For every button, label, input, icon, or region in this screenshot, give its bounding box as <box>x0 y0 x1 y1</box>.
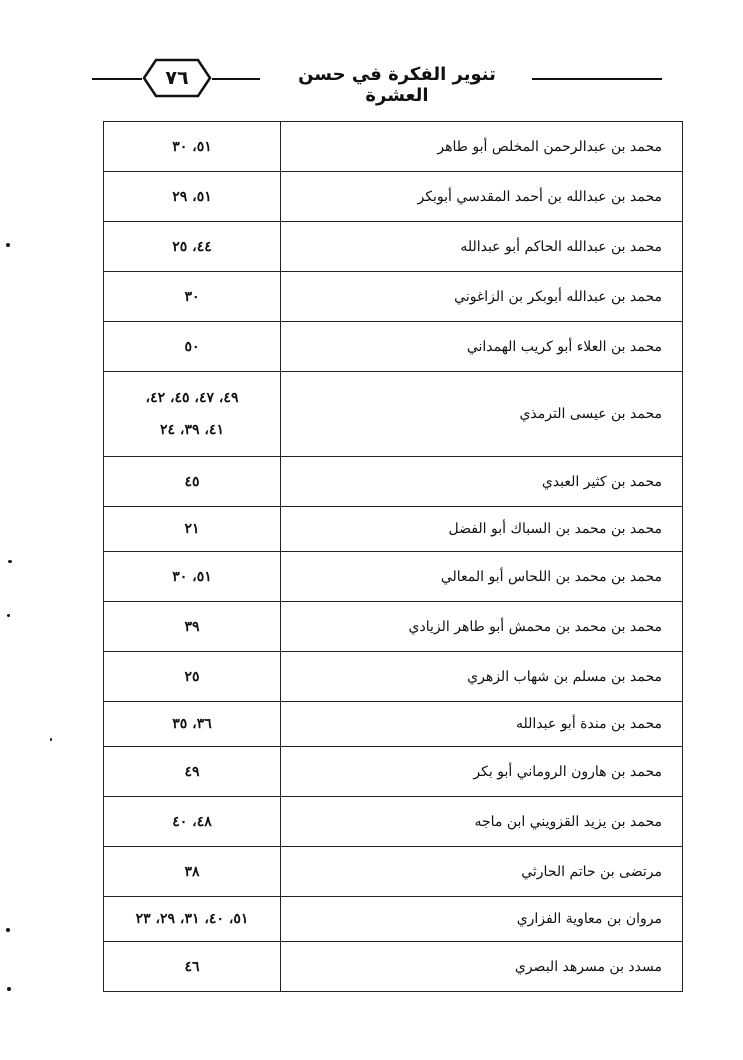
page-reference-line: ٤٨، ٤٠ <box>172 813 212 830</box>
table-body <box>104 122 683 992</box>
table-row <box>104 747 683 797</box>
table-row <box>104 797 683 847</box>
page-reference-line: ٤١، ٣٩، ٢٤ <box>160 422 224 438</box>
page-number: ٧٦ <box>165 67 189 89</box>
table-row <box>104 552 683 602</box>
page-references <box>104 372 281 457</box>
narrator-name: محمد بن هارون الروماني أبو بكر <box>281 747 683 797</box>
header-rule-right <box>532 78 662 80</box>
table-row <box>104 942 683 992</box>
page-references <box>104 797 281 847</box>
page-reference-line: ٢١ <box>184 521 200 537</box>
scan-speck <box>8 560 12 563</box>
narrator-name: محمد بن يزيد القزويني ابن ماجه <box>281 797 683 847</box>
narrator-name: محمد بن عبدالرحمن المخلص أبو طاهر <box>281 122 683 172</box>
page-reference-line: ٤٦ <box>184 958 200 975</box>
page-references <box>104 322 281 372</box>
table-row <box>104 602 683 652</box>
page-reference-line: ٣٠ <box>184 288 200 305</box>
narrator-name: مرتضى بن حاتم الحارثي <box>281 847 683 897</box>
narrators-index-table <box>103 121 683 992</box>
narrator-name: محمد بن محمد بن محمش أبو طاهر الزيادي <box>281 602 683 652</box>
narrator-name: مسدد بن مسرهد البصري <box>281 942 683 992</box>
page-reference-line: ٤٩ <box>184 763 200 780</box>
page-reference-line: ٥١، ٢٩ <box>172 188 212 205</box>
page-reference-line: ٣٩ <box>184 618 200 635</box>
page-references <box>104 122 281 172</box>
page-reference-line: ٥١، ٣٠ <box>172 568 212 585</box>
narrator-name: محمد بن كثير العبدي <box>281 457 683 507</box>
narrator-name: محمد بن محمد بن اللحاس أبو المعالي <box>281 552 683 602</box>
page-number-badge <box>142 58 212 98</box>
page-references <box>104 602 281 652</box>
table-row <box>104 507 683 552</box>
scan-speck <box>6 928 10 932</box>
scan-speck <box>7 987 11 991</box>
table-row <box>104 702 683 747</box>
narrator-name: محمد بن عيسى الترمذي <box>281 372 683 457</box>
table-row <box>104 372 683 457</box>
page-references <box>104 507 281 552</box>
header-rule-left <box>92 78 142 80</box>
narrator-name: محمد بن عبدالله أبوبكر بن الزاغوني <box>281 272 683 322</box>
page-reference-line: ٥٠ <box>184 338 200 355</box>
page-references <box>104 222 281 272</box>
table-row <box>104 172 683 222</box>
table-row <box>104 847 683 897</box>
page-references <box>104 897 281 942</box>
page-references <box>104 702 281 747</box>
page-references <box>104 272 281 322</box>
page-references <box>104 457 281 507</box>
page-reference-line: ٤٤، ٢٥ <box>172 238 212 255</box>
page-references <box>104 552 281 602</box>
table-row <box>104 272 683 322</box>
scan-speck <box>7 614 10 617</box>
page-references <box>104 747 281 797</box>
running-header <box>92 58 662 106</box>
page-reference-line: ٣٦، ٣٥ <box>172 716 212 732</box>
narrator-name: محمد بن عبدالله الحاكم أبو عبدالله <box>281 222 683 272</box>
page-reference-line: ٥١، ٤٠، ٣١، ٢٩، ٢٣ <box>135 911 249 927</box>
header-rule-middle <box>212 78 260 80</box>
table-row <box>104 222 683 272</box>
narrator-name: محمد بن محمد بن السباك أبو الفضل <box>281 507 683 552</box>
table-row <box>104 122 683 172</box>
page-reference-line: ٥١، ٣٠ <box>172 138 212 155</box>
table-row <box>104 897 683 942</box>
page-references <box>104 652 281 702</box>
running-title: تنوير الفكرة في حسن العشرة <box>298 64 496 106</box>
scan-speck <box>50 738 52 741</box>
narrator-name: مروان بن معاوية الفزاري <box>281 897 683 942</box>
narrator-name: محمد بن مسلم بن شهاب الزهري <box>281 652 683 702</box>
narrator-name: محمد بن مندة أبو عبدالله <box>281 702 683 747</box>
table-row <box>104 652 683 702</box>
table-row <box>104 322 683 372</box>
page-reference-line: ٣٨ <box>184 863 200 880</box>
narrator-name: محمد بن عبدالله بن أحمد المقدسي أبوبكر <box>281 172 683 222</box>
page-reference-line: ٢٥ <box>184 668 200 685</box>
page-references <box>104 172 281 222</box>
page-references <box>104 847 281 897</box>
page-reference-line: ٤٩، ٤٧، ٤٥، ٤٢، <box>145 390 239 406</box>
narrator-name: محمد بن العلاء أبو كريب الهمداني <box>281 322 683 372</box>
scan-speck <box>6 243 10 247</box>
page-reference-line: ٤٥ <box>184 473 200 490</box>
table-row <box>104 457 683 507</box>
page-references <box>104 942 281 992</box>
